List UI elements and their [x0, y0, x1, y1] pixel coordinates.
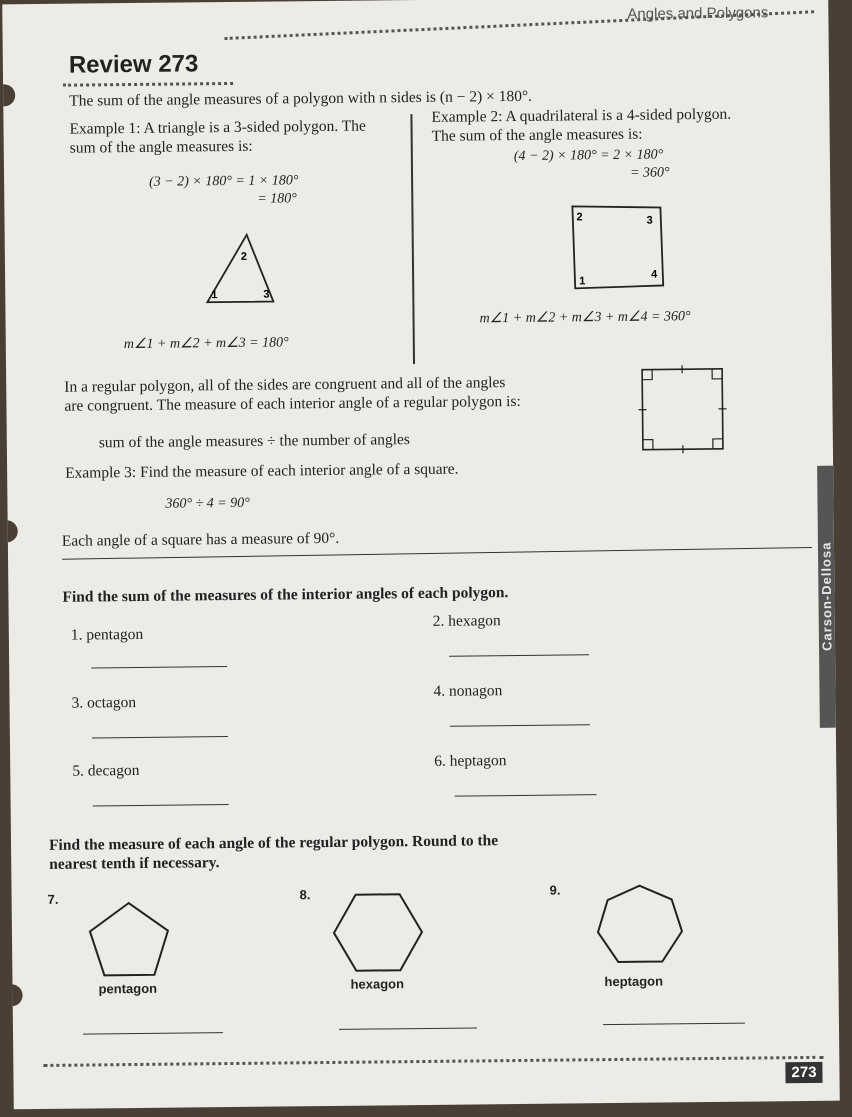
problem-4-label: nonagon: [448, 682, 503, 700]
example1-line1: Example 1: A triangle is a 3-sided polygon. The: [69, 117, 366, 138]
square-conclusion: Each angle of a square has a measure of 90°.: [61, 529, 340, 550]
problem-5-number: 5.: [72, 762, 84, 780]
problem-4: [433, 681, 502, 701]
section2-line1: Find the measure of each angle of the regular polygon. Round to the: [48, 832, 499, 854]
quadrilateral-diagram: [564, 199, 670, 295]
section1-instruction: Find the sum of the measures of the interior angles of each polygon.: [62, 584, 509, 606]
regular-formula: sum of the angle measures ÷ the number of angles: [98, 431, 411, 452]
problem-6-label: heptagon: [449, 752, 507, 770]
square-angle-marks: [642, 369, 723, 450]
hexagon-outline: [334, 894, 423, 971]
hexagon-shape: [330, 890, 427, 977]
example1-equation: m∠1 + m∠2 + m∠3 = 180°: [123, 335, 289, 353]
problem-2-number: 2.: [432, 612, 445, 630]
example1-line2: sum of the angle measures is:: [69, 137, 253, 157]
regular-line1: In a regular polygon, all of the sides are congruent and all of the angles: [64, 374, 506, 396]
problem-8-label: hexagon: [350, 976, 405, 992]
problem-9-label: heptagon: [604, 973, 664, 990]
square-diagram: [636, 363, 732, 459]
triangle-label-1: 1: [211, 289, 218, 302]
section2-line2: nearest tenth if necessary.: [49, 854, 220, 873]
quad-label-2: 2: [576, 211, 583, 224]
triangle-label-3: 3: [263, 288, 270, 301]
answer-blank-1[interactable]: [91, 666, 227, 668]
example2-text: [431, 104, 811, 146]
regular-definition: [64, 372, 634, 416]
chapter-tag: Angles and Polygons: [627, 4, 769, 23]
page-title: Review 273: [68, 50, 199, 79]
answer-blank-5[interactable]: [93, 804, 229, 806]
problem-5-label: decagon: [87, 761, 140, 780]
example3-calc: 360° ÷ 4 = 90°: [165, 495, 250, 512]
answer-blank-4[interactable]: [450, 724, 590, 726]
square-shape: [642, 369, 723, 450]
problem-1: [71, 625, 144, 645]
answer-blank-8[interactable]: [339, 1027, 477, 1029]
example-divider: [410, 114, 415, 364]
problem-5: [72, 761, 139, 781]
page-number: 273: [785, 1062, 822, 1083]
example2-equation: m∠1 + m∠2 + m∠3 + m∠4 = 360°: [479, 309, 691, 327]
triangle-diagram: [195, 229, 286, 315]
header-rule: [225, 10, 815, 40]
answer-blank-3[interactable]: [92, 736, 228, 738]
regular-line2: are congruent. The measure of each interior angle of a regular polygon is:: [64, 392, 521, 415]
problem-1-number: 1.: [70, 626, 83, 644]
example2-calc2: = 360°: [629, 165, 670, 181]
intro-text: The sum of the angle measures of a polygon with n sides is (n − 2) × 180°.: [69, 87, 533, 110]
problem-9-number: 9.: [549, 882, 561, 898]
problem-7-number: 7.: [47, 891, 59, 907]
example1-text: [69, 116, 409, 158]
binder-hole-top: [2, 84, 15, 106]
answer-blank-9[interactable]: [603, 1023, 745, 1025]
problem-6-number: 6.: [434, 752, 446, 770]
worksheet-page: [2, 0, 840, 1109]
answer-blank-2[interactable]: [449, 654, 589, 656]
title-rule: [63, 82, 233, 87]
quad-label-4: 4: [651, 268, 658, 281]
problem-2-label: hexagon: [448, 612, 501, 630]
problem-3: [71, 693, 136, 713]
example1-calc1: (3 − 2) × 180° = 1 × 180°: [149, 173, 299, 190]
binder-hole-middle: [2, 520, 18, 542]
quad-label-3: 3: [646, 214, 653, 227]
problem-1-label: pentagon: [86, 625, 144, 644]
answer-blank-6[interactable]: [455, 794, 597, 796]
example3-text: Example 3: Find the measure of each interior angle of a square.: [65, 460, 459, 482]
binder-hole-bottom: [2, 984, 22, 1006]
section2-instruction: [49, 830, 609, 874]
example2-calc1: (4 − 2) × 180° = 2 × 180°: [513, 147, 664, 165]
problem-4-number: 4.: [433, 682, 446, 700]
problem-8-number: 8.: [299, 887, 311, 903]
example2-line1: Example 2: A quadrilateral is a 4-sided polygon.: [431, 105, 732, 126]
quad-label-1: 1: [579, 275, 586, 288]
problem-7-label: pentagon: [98, 980, 158, 997]
problem-3-number: 3.: [71, 694, 84, 712]
problem-6: [434, 751, 507, 771]
footer-rule: [43, 1056, 823, 1067]
problem-3-label: octagon: [86, 693, 137, 712]
publisher-side-tab: [817, 466, 836, 728]
answer-blank-7[interactable]: [83, 1032, 223, 1034]
square-tick-marks: [638, 365, 727, 454]
heptagon-outline: [598, 885, 683, 962]
side-tab-label: Carson-Dellosa: [818, 541, 835, 652]
pentagon-outline: [90, 903, 169, 976]
pentagon-shape: [86, 899, 177, 980]
triangle-label-2: 2: [240, 250, 248, 263]
example2-line2: The sum of the angle measures is:: [431, 125, 643, 145]
example1-calc2: = 180°: [257, 191, 297, 207]
problem-2: [433, 611, 501, 631]
heptagon-shape: [591, 881, 688, 972]
